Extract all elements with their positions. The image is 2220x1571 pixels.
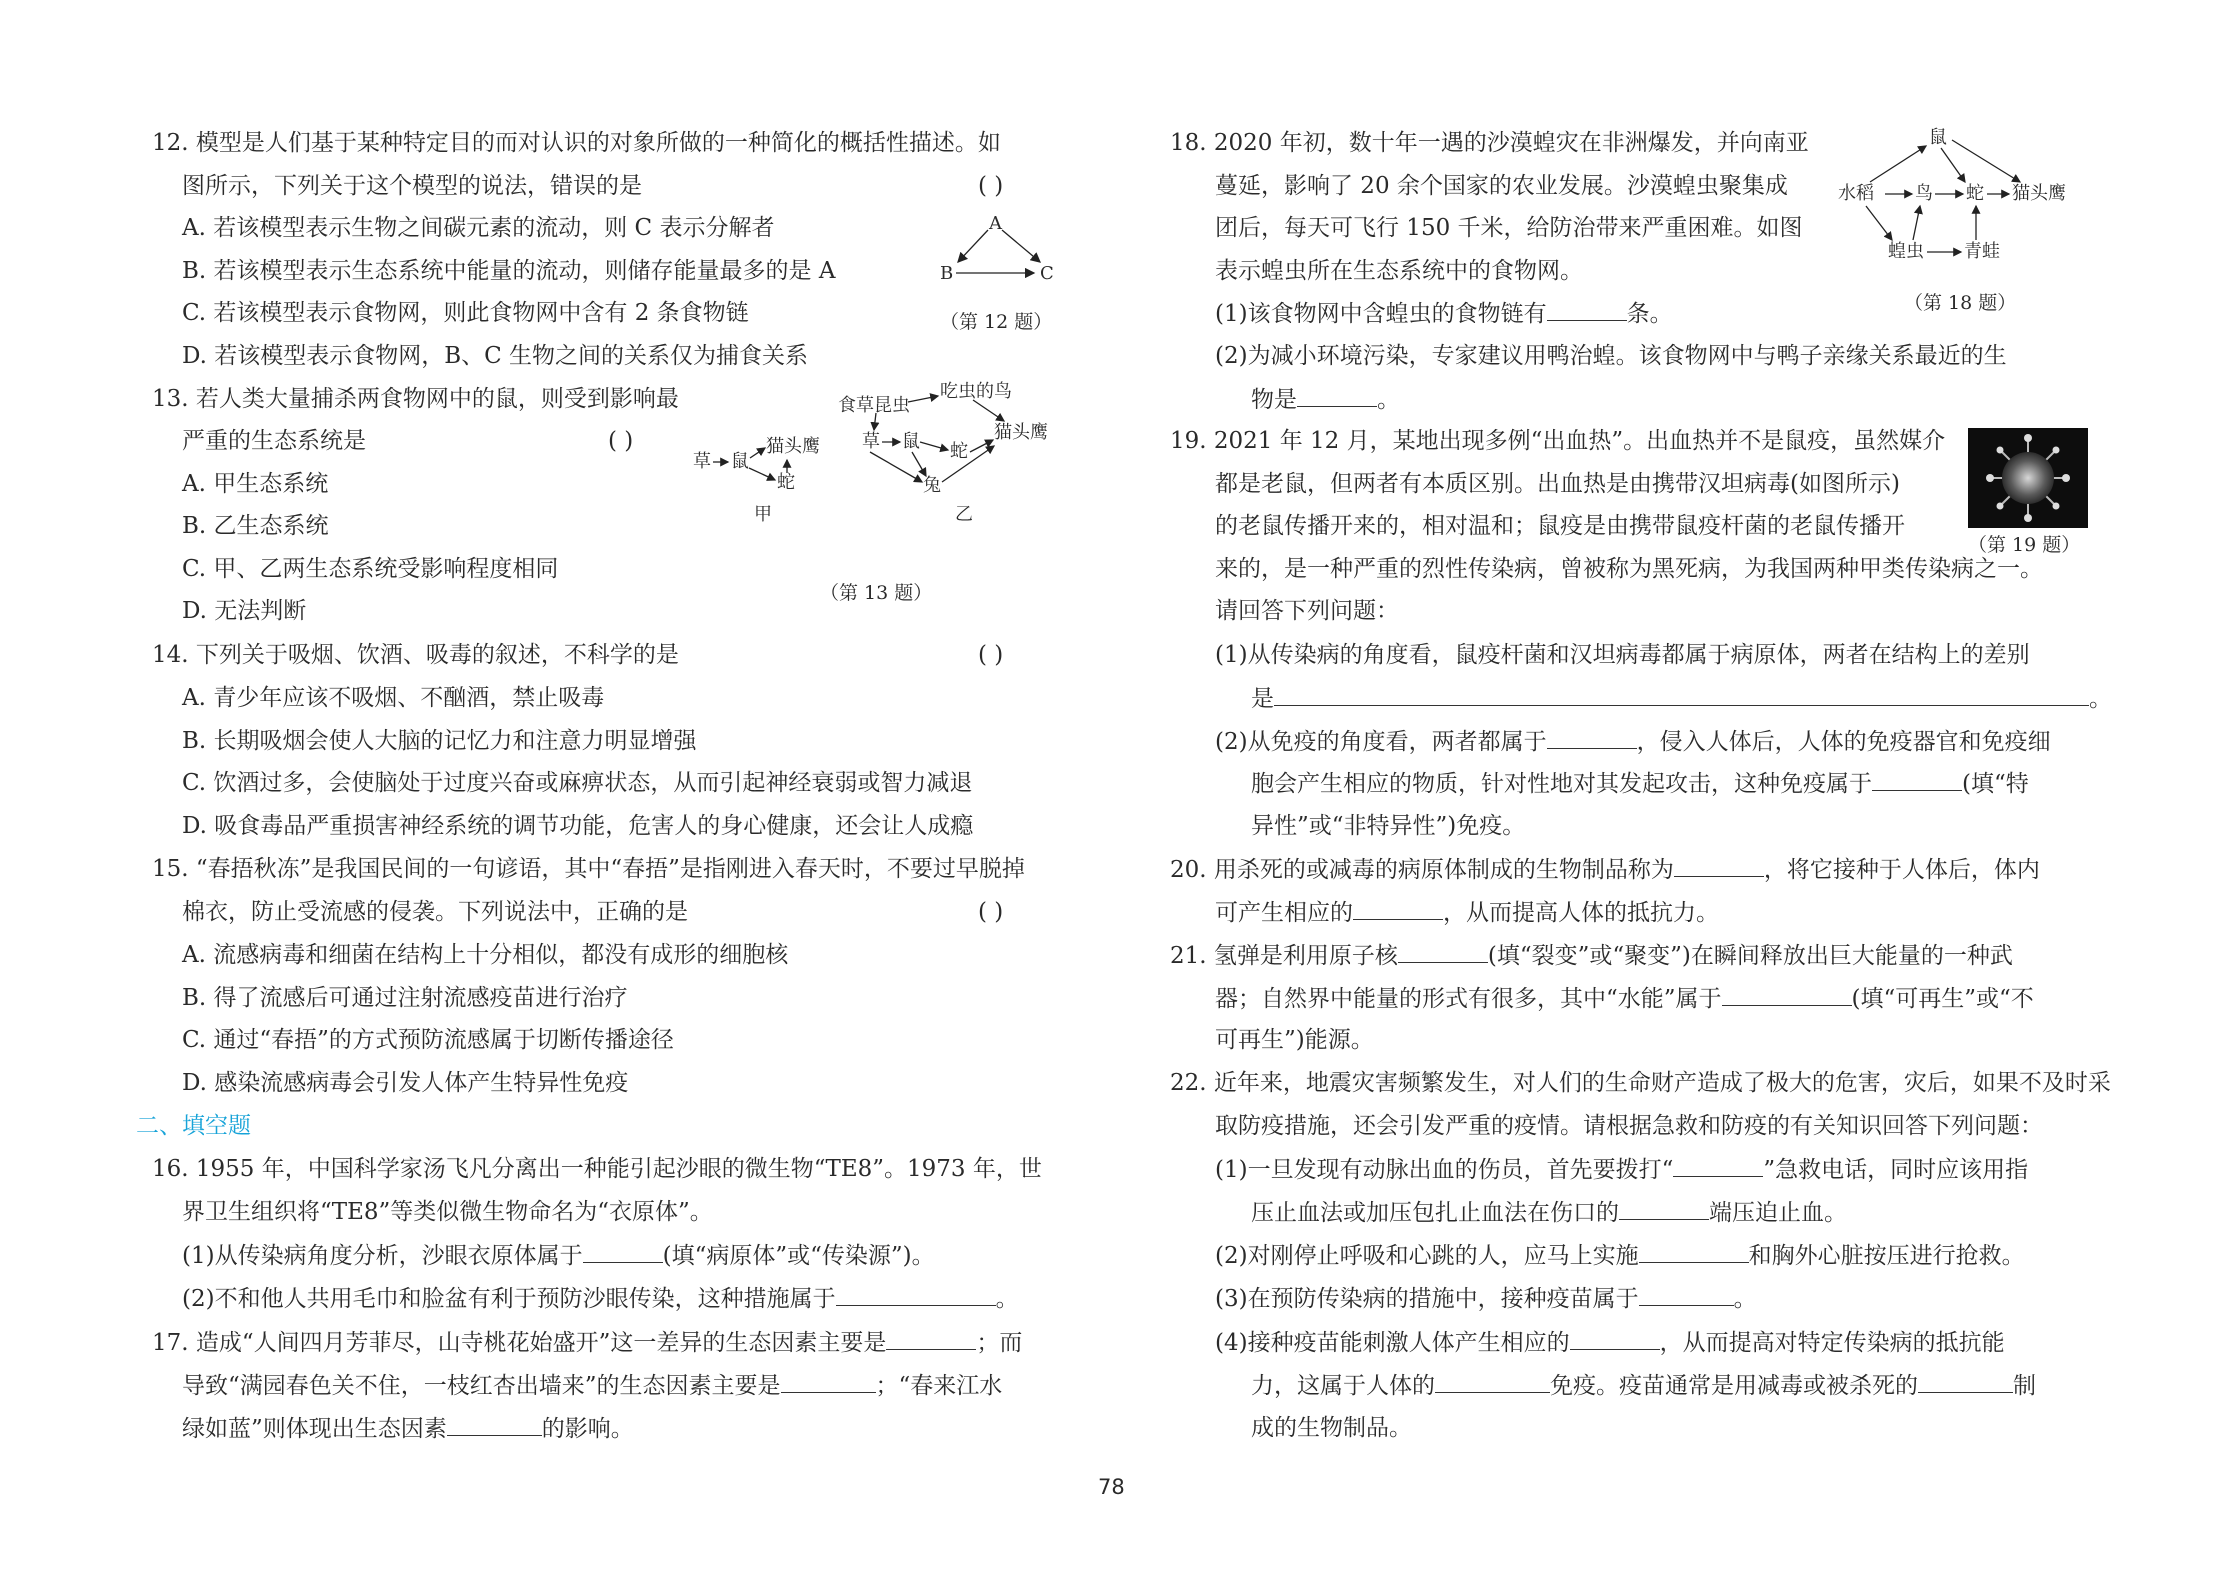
- q19-part2-end: 异性”或“非特异性”)免疫。: [1251, 813, 1526, 839]
- q22-line1: 22. 近年来，地震灾害频繁发生，对人们的生命财产造成了极大的危害，灾后，如果不及时采: [1170, 1070, 2111, 1096]
- q13-option-b: B. 乙生态系统: [182, 513, 329, 539]
- q22-part4-text-d: 免疫。疫苗通常是用减毒或被杀死的: [1550, 1373, 1918, 1399]
- q14-option-d: D. 吸食毒品严重损害神经系统的调节功能，危害人的身心健康，还会让人成瘾: [182, 813, 974, 839]
- q16-part1-text-b: (填“病原体”或“传染源”)。: [662, 1243, 935, 1269]
- q22-part4-text-b: ，从而提高对特定传染病的抵抗能: [1659, 1330, 2005, 1356]
- q13-option-d: D. 无法判断: [182, 598, 307, 624]
- q18-part2-text-d: 。: [1377, 387, 1400, 413]
- q19-part1-text-c: 是: [1251, 686, 1274, 712]
- q22-blank-3[interactable]: [1639, 1240, 1749, 1263]
- q15-option-a: A. 流感病毒和细菌在结构上十分相似，都没有成形的细胞核: [182, 942, 789, 968]
- q16-line2: 界卫生组织将“TE8”等类似微生物命名为“衣原体”。: [182, 1199, 713, 1225]
- q17-line1-text-a: 17. 造成“人间四月芳菲尽，山寺桃花始盛开”这一差异的生态因素主要是: [152, 1330, 887, 1356]
- q22-part3: [1215, 1283, 1757, 1313]
- q15-option-d: D. 感染流感病毒会引发人体产生特异性免疫: [182, 1070, 629, 1096]
- q19-line1: 19. 2021 年 12 月，某地出现多例“出血热”。出血热并不是鼠疫，虽然媒介: [1170, 428, 1946, 454]
- q20-line2: [1215, 897, 1719, 927]
- q18-bird: 鸟: [1915, 183, 1933, 204]
- q19-part2-text-d: (填“特: [1962, 771, 2029, 797]
- q12-option-b: B. 若该模型表示生态系统中能量的流动，则储存能量最多的是 A: [182, 258, 836, 284]
- q22-blank-6[interactable]: [1435, 1370, 1550, 1393]
- yi-bird: 吃虫的鸟: [940, 381, 1012, 402]
- q12-stem-line1: 12. 模型是人们基于某种特定目的而对认识的对象所做的一种简化的概括性描述。如: [152, 130, 1001, 156]
- q19-part1-text-d: 。: [2089, 686, 2112, 712]
- q19-part1-cont: [1251, 683, 2112, 713]
- q14-answer-paren[interactable]: ( ): [978, 642, 1004, 668]
- q12-stem-line2: 图所示，下列关于这个模型的说法，错误的是: [182, 173, 642, 199]
- q18-line1: 18. 2020 年初，数十年一遇的沙漠蝗灾在非洲爆发，并向南亚: [1170, 130, 1809, 156]
- q18-line3: 团后，每天可飞行 150 千米，给防治带来严重困难。如图: [1215, 215, 1803, 241]
- q22-part1: [1215, 1154, 2028, 1184]
- q12-caption: （第 12 题）: [940, 311, 1053, 333]
- q22-part4-text-e: 制: [2013, 1373, 2036, 1399]
- q18-part2: (2)为减小环境污染，专家建议用鸭治蝗。该食物网中与鸭子亲缘关系最近的生: [1215, 343, 2007, 369]
- q15-stem-line1: 15. “春捂秋冻”是我国民间的一句谚语，其中“春捂”是指刚进入春天时，不要过早脱掉: [152, 856, 1025, 882]
- q22-blank-1[interactable]: [1673, 1154, 1763, 1177]
- node-c: C: [1040, 263, 1054, 284]
- q15-answer-paren[interactable]: ( ): [978, 899, 1004, 925]
- yi-owl: 猫头鹰: [994, 422, 1048, 443]
- q22-part2-text-b: 和胸外心脏按压进行抢救。: [1748, 1243, 2025, 1269]
- q15-option-b: B. 得了流感后可通过注射流感疫苗进行治疗: [182, 985, 628, 1011]
- q22-blank-5[interactable]: [1570, 1327, 1660, 1350]
- q18-part1-text-a: (1)该食物网中含蝗虫的食物链有: [1215, 301, 1547, 327]
- yi-mouse: 鼠: [902, 431, 920, 452]
- q18-line4: 表示蝗虫所在生态系统中的食物网。: [1215, 258, 1583, 284]
- q19-caption: （第 19 题）: [1968, 534, 2081, 556]
- q18-frog: 青蛙: [1964, 241, 2000, 262]
- jia-grass: 草: [693, 451, 711, 472]
- q19-blank-3[interactable]: [1872, 768, 1962, 791]
- q21-line1-text-a: 21. 氢弹是利用原子核: [1170, 943, 1398, 969]
- q18-caption: （第 18 题）: [1904, 292, 2017, 314]
- q20-blank-1[interactable]: [1674, 854, 1764, 877]
- q22-part2: [1215, 1240, 2025, 1270]
- q20-line1: [1170, 854, 2040, 884]
- q22-part2-text-a: (2)对刚停止呼吸和心跳的人，应马上实施: [1215, 1243, 1639, 1269]
- q22-part1-cont: [1251, 1197, 1847, 1227]
- jia-mouse: 鼠: [731, 451, 749, 472]
- q20-blank-2[interactable]: [1353, 897, 1443, 920]
- q13-caption: （第 13 题）: [820, 582, 933, 604]
- q22-blank-7[interactable]: [1918, 1370, 2013, 1393]
- q19-blank-1[interactable]: [1274, 683, 2089, 706]
- q20-line1-text-a: 20. 用杀死的或减毒的病原体制成的生物制品称为: [1170, 857, 1674, 883]
- q13-option-c: C. 甲、乙两生态系统受影响程度相同: [182, 556, 559, 582]
- q21-line2-text-b: (填“可再生”或“不: [1851, 986, 2034, 1012]
- q18-rice: 水稻: [1838, 183, 1874, 204]
- q16-line1: 16. 1955 年，中国科学家汤飞凡分离出一种能引起沙眼的微生物“TE8”。1973 年，世: [152, 1156, 1042, 1182]
- q19-line3: 的老鼠传播开来的，相对温和；鼠疫是由携带鼠疫杆菌的老鼠传播开: [1215, 513, 1905, 539]
- q14-option-a: A. 青少年应该不吸烟、不酗酒，禁止吸毒: [182, 685, 605, 711]
- q16-part1-text-a: (1)从传染病角度分析，沙眼衣原体属于: [182, 1243, 583, 1269]
- q20-line1-text-b: ，将它接种于人体后，体内: [1763, 857, 2040, 883]
- q12-option-a: A. 若该模型表示生物之间碳元素的流动，则 C 表示分解者: [182, 215, 775, 241]
- q21-line1: [1170, 940, 2013, 970]
- jia-label: 甲: [754, 504, 772, 525]
- q18-part1-text-b: 条。: [1626, 301, 1673, 327]
- q15-option-c: C. 通过“春捂”的方式预防流感属于切断传播途径: [182, 1027, 674, 1053]
- q22-part1-text-b: ”急救电话，同时应该用指: [1763, 1157, 2029, 1183]
- q16-part2-text-b: 。: [995, 1286, 1019, 1312]
- node-a: A: [989, 213, 1002, 234]
- q18-line2: 蔓延，影响了 20 余个国家的农业发展。沙漠蝗虫聚集成: [1215, 173, 1788, 199]
- q18-part2-text-c: 物是: [1251, 387, 1297, 413]
- q19-part2-cont: [1251, 768, 2029, 798]
- q12-answer-paren[interactable]: ( ): [978, 173, 1004, 199]
- q21-line2: [1215, 983, 2034, 1013]
- q21-line1-text-b: (填“裂变”或“聚变”)在瞬间释放出巨大能量的一种武: [1487, 943, 2013, 969]
- q14-option-c: C. 饮酒过多，会使脑处于过度兴奋或麻痹状态，从而引起神经衰弱或智力减退: [182, 770, 973, 796]
- q19-line4: 来的，是一种严重的烈性传染病，曾被称为黑死病，为我国两种甲类传染病之一。: [1215, 556, 2043, 582]
- yi-rabbit: 兔: [923, 475, 941, 496]
- q22-part3-text-a: (3)在预防传染病的措施中，接种疫苗属于: [1215, 1286, 1639, 1312]
- q14-stem: 14. 下列关于吸烟、饮酒、吸毒的叙述，不科学的是: [152, 642, 679, 668]
- q21-line2-text-a: 器；自然界中能量的形式有很多，其中“水能”属于: [1215, 986, 1722, 1012]
- q18-snake: 蛇: [1966, 183, 1984, 204]
- q21-blank-2[interactable]: [1722, 983, 1852, 1006]
- q17-line1-text-b: ；而: [976, 1330, 1023, 1356]
- q19-part2-text-b: ，侵入人体后，人体的免疫器官和免疫细: [1636, 729, 2051, 755]
- q22-part4: [1215, 1327, 2005, 1357]
- q18-locust: 蝗虫: [1888, 241, 1924, 262]
- q20-line2-text-a: 可产生相应的: [1215, 900, 1353, 926]
- q22-part4-text-c: 力，这属于人体的: [1251, 1373, 1435, 1399]
- page-number: 78: [1098, 1475, 1125, 1499]
- q21-blank-1[interactable]: [1398, 940, 1488, 963]
- q19-blank-2[interactable]: [1547, 726, 1637, 749]
- q19-part2-text-a: (2)从免疫的角度看，两者都属于: [1215, 729, 1547, 755]
- q22-blank-4[interactable]: [1639, 1283, 1734, 1306]
- yi-grass: 草: [862, 431, 880, 452]
- q22-part1-text-c: 压止血法或加压包扎止血法在伤口的: [1251, 1200, 1619, 1226]
- q12-option-d: D. 若该模型表示食物网，B、C 生物之间的关系仅为捕食关系: [182, 343, 809, 369]
- q14-option-b: B. 长期吸烟会使人大脑的记忆力和注意力明显增强: [182, 728, 697, 754]
- q20-line2-text-b: ，从而提高人体的抵抗力。: [1443, 900, 1719, 926]
- yi-label: 乙: [955, 504, 973, 525]
- q13-stem-line1: 13. 若人类大量捕杀两食物网中的鼠，则受到影响最: [152, 386, 679, 412]
- q21-line3: 可再生”)能源。: [1215, 1027, 1374, 1053]
- yi-snake: 蛇: [950, 441, 968, 462]
- q22-part1-text-a: (1)一旦发现有动脉出血的伤员，首先要拨打“: [1215, 1157, 1674, 1183]
- q19-part2-text-c: 胞会产生相应的物质，针对性地对其发起攻击，这种免疫属于: [1251, 771, 1872, 797]
- q19-line5: 请回答下列问题：: [1215, 598, 1399, 624]
- q22-blank-2[interactable]: [1619, 1197, 1709, 1220]
- hantavirus-image: [1968, 428, 2088, 528]
- jia-snake: 蛇: [777, 472, 795, 493]
- q13-stem-line2: 严重的生态系统是: [182, 428, 366, 454]
- q22-part4-text-a: (4)接种疫苗能刺激人体产生相应的: [1215, 1330, 1570, 1356]
- q22-part3-text-b: 。: [1733, 1286, 1757, 1312]
- node-b: B: [940, 263, 954, 284]
- q17-line2-text-a: 导致“满园春色关不住，一枝红杏出墙来”的生态因素主要是: [182, 1373, 781, 1399]
- q18-owl: 猫头鹰: [2012, 183, 2066, 204]
- q17-line3-text-a: 绿如蓝”则体现出生态因素: [182, 1416, 447, 1442]
- q22-line2: 取防疫措施，还会引发严重的疫情。请根据急救和防疫的有关知识回答下列问题：: [1215, 1113, 2043, 1139]
- q12-option-c: C. 若该模型表示食物网，则此食物网中含有 2 条食物链: [182, 300, 749, 326]
- q17-line3-text-b: 的影响。: [541, 1416, 634, 1442]
- section-heading-fill-in: 二、填空题: [136, 1113, 251, 1139]
- q19-line2: 都是老鼠，但两者有本质区别。出血热是由携带汉坦病毒(如图所示): [1215, 471, 1900, 497]
- jia-owl: 猫头鹰: [766, 436, 820, 457]
- q13-answer-paren[interactable]: ( ): [608, 428, 634, 454]
- q15-stem-line2: 棉衣，防止受流感的侵袭。下列说法中，正确的是: [182, 899, 688, 925]
- yi-insect: 食草昆虫: [838, 395, 910, 416]
- q18-mouse: 鼠: [1929, 127, 1947, 148]
- q22-part1-text-d: 端压迫止血。: [1709, 1200, 1847, 1226]
- q22-part4-cont: [1251, 1370, 2036, 1400]
- q17-line2-text-b: ；“春来江水: [875, 1373, 1003, 1399]
- q13-option-a: A. 甲生态系统: [182, 471, 329, 497]
- q22-part4-end: 成的生物制品。: [1251, 1415, 1412, 1441]
- q16-part2-text-a: (2)不和他人共用毛巾和脸盆有利于预防沙眼传染，这种措施属于: [182, 1286, 836, 1312]
- q19-part2: [1215, 726, 2051, 756]
- q19-part1: (1)从传染病的角度看，鼠疫杆菌和汉坦病毒都属于病原体，两者在结构上的差别: [1215, 642, 2030, 668]
